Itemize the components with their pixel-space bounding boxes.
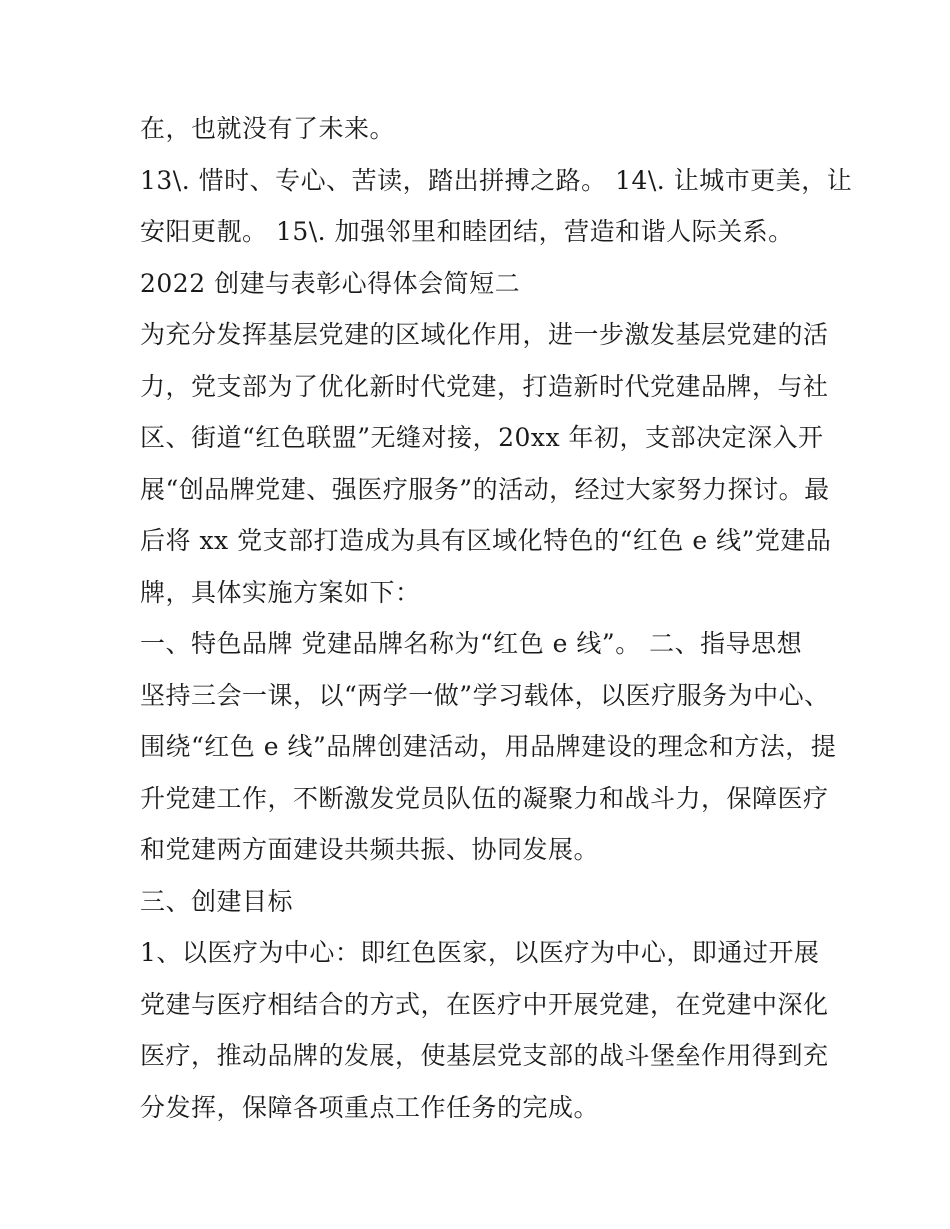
- text-line: 一、特色品牌 党建品牌名称为“红色 e 线”。 二、指导思想: [140, 629, 803, 658]
- text-line: 1、以医疗为中心：即红色医家，以医疗为中心，即通过开展: [140, 938, 820, 967]
- text-line: 医疗，推动品牌的发展，使基层党支部的战斗堡垒作用得到充: [140, 1041, 829, 1070]
- section-heading: 2022 创建与表彰心得体会简短二: [140, 268, 521, 298]
- text-line: 党建与医疗相结合的方式，在医疗中开展党建，在党建中深化: [140, 989, 829, 1019]
- text-line: 分发挥，保障各项重点工作任务的完成。: [140, 1092, 600, 1122]
- text-line: 区、街道“红色联盟”无缝对接，20xx 年初，支部决定深入开: [140, 423, 824, 452]
- text-line: 牌，具体实施方案如下：: [140, 577, 421, 607]
- body-text: [140, 103, 853, 1133]
- text-line: 安阳更靓。 15\. 加强邻里和睦团结，营造和谐人际关系。: [140, 217, 794, 246]
- text-line: 力，党支部为了优化新时代党建，打造新时代党建品牌，与社: [140, 371, 829, 401]
- text-line: 坚持三会一课，以“两学一做”学习载体，以医疗服务为中心、: [140, 680, 830, 710]
- section-heading: 三、创建目标: [140, 886, 294, 916]
- text-line: 展“创品牌党建、强医疗服务”的活动，经过大家努力探讨。最: [140, 474, 830, 504]
- text-line: 和党建两方面建设共频共振、协同发展。: [140, 835, 600, 864]
- text-line: 升党建工作，不断激发党员队伍的凝聚力和战斗力，保障医疗: [140, 783, 829, 813]
- text-line: 后将 xx 党支部打造成为具有区域化特色的“红色 e 线”党建品: [140, 526, 832, 555]
- text-line: 为充分发挥基层党建的区域化作用，进一步激发基层党建的活: [140, 320, 829, 349]
- text-line: 围绕“红色 e 线”品牌创建活动，用品牌建设的理念和方法，提: [140, 732, 837, 761]
- text-line: 13\. 惜时、专心、苦读，踏出拼搏之路。 14\. 让城市更美，让: [140, 165, 853, 195]
- text-line: 在，也就没有了未来。: [140, 114, 396, 143]
